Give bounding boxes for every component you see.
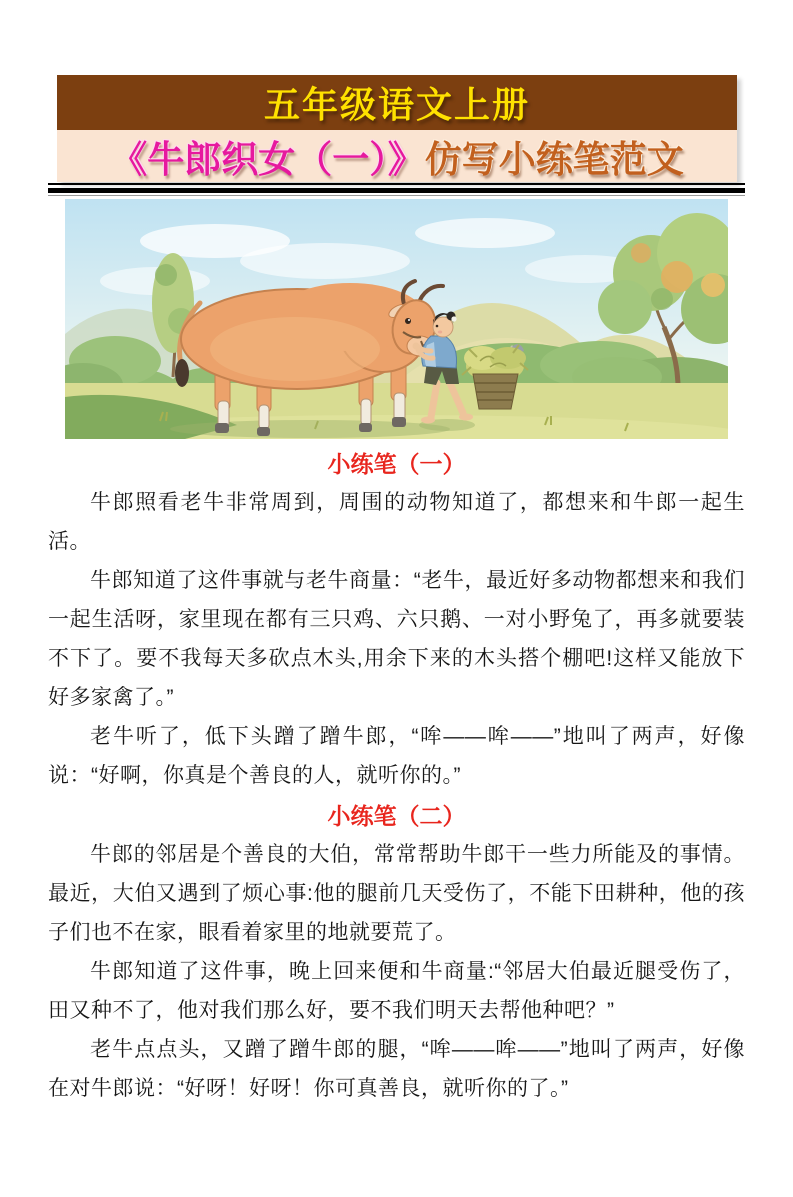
- subtitle-book-title: 《牛郎织女（一）》: [110, 139, 425, 180]
- cowherd-and-ox-illustration: [65, 199, 728, 439]
- subtitle-banner: [57, 130, 737, 182]
- essay-content: [48, 447, 745, 1108]
- ox-tail-tuft: [175, 359, 189, 387]
- paragraph: 牛郎照看老牛非常周到，周围的动物知道了，都想来和牛郎一起生活。: [48, 491, 745, 553]
- paragraph: 老牛点点头，又蹭了蹭牛郎的腿，“哞——哞——”地叫了两声，好像在对牛郎说：“好呀！好呀！你可真善良，就听你的了。”: [48, 1038, 745, 1100]
- subtitle-text: 仿写小练笔范文: [424, 139, 684, 180]
- grade-banner: [57, 75, 737, 130]
- section-2-heading: 小练笔（二）: [327, 803, 466, 829]
- double-rule-separator: [48, 183, 745, 196]
- header: [57, 75, 737, 182]
- section-1-heading: 小练笔（一）: [327, 451, 466, 477]
- worksheet-page: [0, 75, 793, 1197]
- paragraph: 牛郎知道了这件事就与老牛商量：“老牛，最近好多动物都想来和我们一起生活呀，家里现在都有三只鸡、六只鹅、一对小野兔了，再多就要装不下了。要不我每天多砍点木头,用余下来的木头搭个棚吧!这样又能放下好多家禽了。”: [48, 569, 745, 709]
- paragraph: 牛郎的邻居是个善良的大伯，常常帮助牛郎干一些力所能及的事情。最近，大伯又遇到了烦心事:他的腿前几天受伤了，不能下田耕种，他的孩子们也不在家，眼看着家里的地就要荒了。: [48, 843, 745, 944]
- separator-thin-line: [48, 183, 745, 185]
- paragraph: 牛郎知道了这件事，晚上回来便和牛商量:“邻居大伯最近腿受伤了，田又种不了，他对我们那么好，要不我们明天去帮他种吧？”: [48, 960, 745, 1022]
- grade-banner-title: 五年级语文上册: [263, 84, 530, 125]
- paragraph: 老牛听了，低下头蹭了蹭牛郎，“哞——哞——”地叫了两声，好像说：“好啊，你真是个善良的人，就听你的。”: [48, 725, 745, 787]
- separator-thick-line: [48, 188, 745, 193]
- separator-faint-line: [48, 195, 745, 196]
